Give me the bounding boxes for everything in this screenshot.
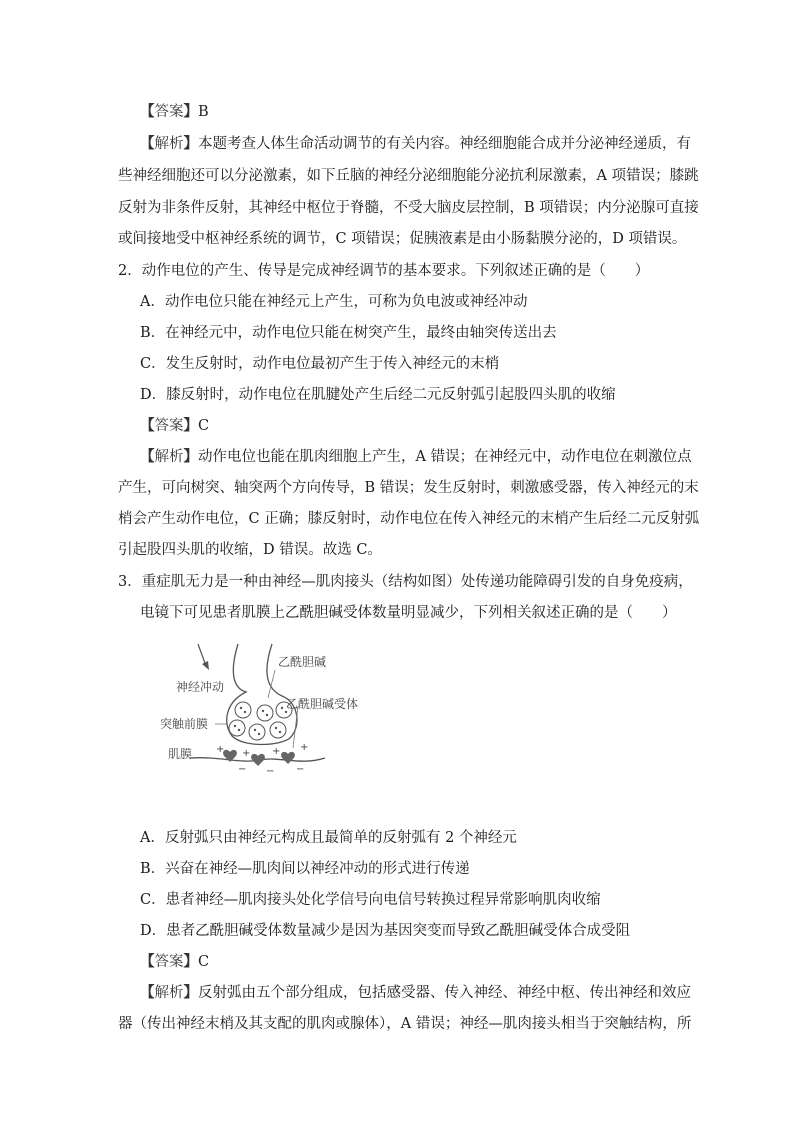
analysis-label: 解析: [154, 985, 184, 1001]
question-2-option-a: A．动作电位只能在神经元上产生，可称为负电波或神经冲动: [140, 294, 528, 310]
analysis-text: 器（传出神经末梢及其支配的肌肉或腺体），A 错误；神经—肌肉接头相当于突触结构，所: [118, 1016, 692, 1032]
analysis-bracket-open: 【: [140, 448, 155, 465]
label-presynaptic-membrane: 突触前膜: [160, 717, 209, 731]
analysis-bracket-close: 】: [183, 135, 198, 152]
label-acetylcholine: 乙酰胆碱: [278, 655, 327, 669]
ach-receptors: [223, 750, 295, 766]
analysis-bracket-open: 【: [140, 984, 155, 1001]
svg-text:−: −: [296, 764, 305, 775]
analysis-text: 本题考查人体生命活动调节的有关内容。神经细胞能合成并分泌神经递质，有: [198, 136, 691, 152]
question-3-stem: 电镜下可见患者肌膜上乙酰胆碱受体数量明显减少，下列相关叙述正确的是（ ）: [140, 605, 677, 621]
analysis-bracket-open: 【: [140, 135, 155, 152]
question-3-analysis: [140, 983, 691, 1003]
question-3-option-a: A．反射弧只由神经元构成且最简单的反射弧有 2 个神经元: [140, 830, 517, 846]
analysis-bracket-close: 】: [183, 984, 198, 1001]
analysis-text: 些神经细胞还可以分泌激素，如下丘脑的神经分泌细胞能分泌抗利尿激素，A 项错误；膝跳: [118, 168, 699, 184]
label-sarcolemma: 肌膜: [168, 747, 193, 761]
answer-bracket-open: 【: [140, 953, 155, 970]
label-ach-receptor: 乙酰胆碱受体: [286, 697, 359, 711]
answer-bracket-close: 】: [183, 953, 198, 970]
question-2-analysis: [140, 447, 692, 467]
analysis-text: 引起股四头肌的收缩，D 错误。故选 C。: [118, 542, 382, 558]
answer-line-1: [140, 102, 209, 122]
svg-text:+: +: [242, 748, 251, 759]
question-3-answer: [140, 952, 209, 972]
answer-bracket-close: 】: [183, 103, 198, 120]
analysis-text: 反射弧由五个部分组成，包括感受器、传入神经、神经中枢、传出神经和效应: [198, 985, 691, 1001]
question-2-option-b: B．在神经元中，动作电位只能在树突产生，最终由轴突传送出去: [140, 325, 557, 341]
svg-text:−: −: [266, 766, 275, 775]
label-nerve-impulse: 神经冲动: [176, 680, 225, 694]
question-2-option-d: D．膝反射时，动作电位在肌腱处产生后经二元反射弧引起股四头肌的收缩: [140, 387, 616, 403]
question-2-option-c: C．发生反射时，动作电位最初产生于传入神经元的末梢: [140, 356, 500, 372]
answer-value: C: [198, 954, 210, 970]
question-3-option-d: D．患者乙酰胆碱受体数量减少是因为基因突变而导致乙酰胆碱受体合成受阻: [140, 923, 631, 939]
analysis-label: 解析: [154, 449, 184, 465]
analysis-text: 梢会产生动作电位，C 正确；膝反射时，动作电位在传入神经元的末梢产生后经二元反射弧: [118, 511, 700, 527]
svg-text:+: +: [216, 744, 225, 755]
analysis-text: 动作电位也能在肌肉细胞上产生，A 错误；在神经元中，动作电位在刺激位点: [198, 449, 692, 465]
analysis-text: 产生，可向树突、轴突两个方向传导，B 错误；发生反射时，刺激感受器，传入神经元的末: [118, 480, 699, 496]
nerve-impulse-arrow: [198, 644, 209, 670]
svg-text:−: −: [238, 764, 247, 775]
answer-label: 答案: [154, 418, 184, 434]
analysis-label: 解析: [154, 136, 184, 152]
analysis-bracket-close: 】: [183, 448, 198, 465]
answer-bracket-close: 】: [183, 417, 198, 434]
svg-text:+: +: [272, 746, 281, 757]
analysis-text: 或间接地受中枢神经系统的调节，C 项错误；促胰液素是由小肠黏膜分泌的，D 项错误。: [118, 231, 687, 247]
svg-text:+: +: [300, 742, 309, 753]
question-3-option-b: B．兴奋在神经—肌肉间以神经冲动的形式进行传递: [140, 861, 470, 877]
answer-value: B: [198, 104, 209, 120]
analysis-text: 反射为非条件反射，其神经中枢位于脊髓，不受大脑皮层控制，B 项错误；内分泌腺可直接: [118, 200, 699, 216]
answer-label: 答案: [154, 954, 184, 970]
neuromuscular-junction-figure: [160, 640, 400, 775]
answer-bracket-open: 【: [140, 417, 155, 434]
answer-value: C: [198, 418, 210, 434]
answer-label: 答案: [154, 104, 184, 120]
question-2-answer: [140, 416, 209, 436]
analysis-line: [140, 134, 691, 154]
answer-bracket-open: 【: [140, 103, 155, 120]
question-2-stem: 2．动作电位的产生、传导是完成神经调节的基本要求。下列叙述正确的是（ ）: [118, 263, 650, 279]
question-3-stem: 3．重症肌无力是一种由神经—肌肉接头（结构如图）处传递功能障碍引发的自身免疫病，: [118, 574, 693, 590]
question-3-option-c: C．患者神经—肌肉接头处化学信号向电信号转换过程异常影响肌肉收缩: [140, 892, 601, 908]
